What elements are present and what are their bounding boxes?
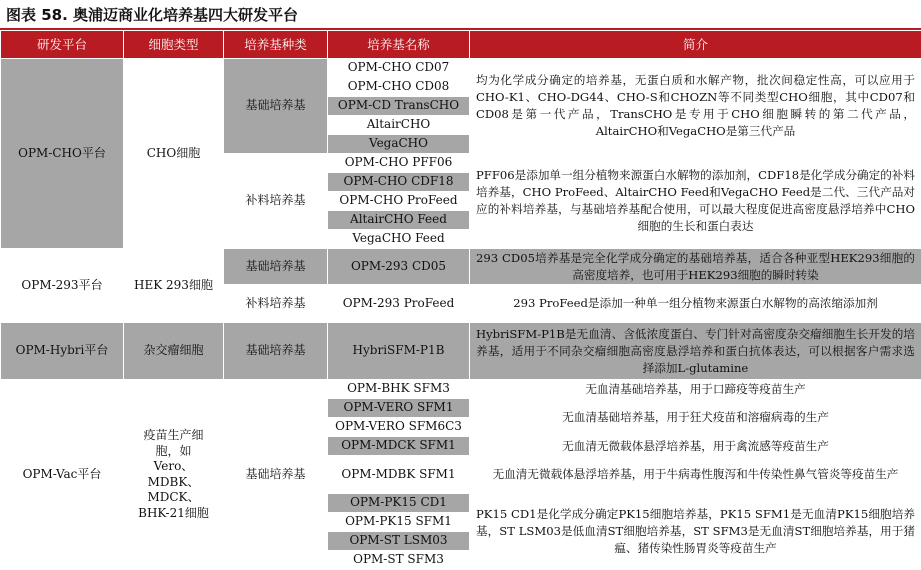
medium-name-cell: OPM-PK15 SFM1 [328, 513, 470, 532]
medium-name-cell: OPM-PK15 CD1 [328, 494, 470, 513]
medium-name-cell: OPM-VERO SFM1 [328, 399, 470, 418]
cell-type-cell: CHO细胞 [124, 59, 224, 249]
header-description: 简介 [470, 31, 921, 59]
medium-name-cell: OPM-CHO PFF06 [328, 154, 470, 173]
medium-type-cell: 基础培养基 [224, 323, 328, 380]
medium-name-cell: OPM-CHO CD08 [328, 78, 470, 97]
description-cell: 均为化学成分确定的培养基，无蛋白质和水解产物，批次间稳定性高，可以应用于CHO-K1、CHO-DG44、CHO-S和CHOZN等不同类型CHO细胞，其中CD07和CD08是第一代产品，TransCHO是专用于CHO细胞瞬转的第二代产品，AltairCHO和VegaCHO是第三代产品 [470, 59, 921, 154]
medium-name-cell: OPM-CHO CDF18 [328, 173, 470, 192]
medium-type-cell: 基础培养基 [224, 380, 328, 570]
description-cell: 无血清基础培养基，用于狂犬疫苗和溶瘤病毒的生产 [470, 399, 921, 437]
platform-cell: OPM-293平台 [1, 249, 124, 323]
medium-name-cell: OPM-CHO CD07 [328, 59, 470, 78]
medium-name-cell: OPM-ST SFM3 [328, 551, 470, 570]
medium-type-cell: 补料培养基 [224, 285, 328, 323]
medium-name-cell: HybriSFM-P1B [328, 323, 470, 380]
medium-name-cell: OPM-CD TransCHO [328, 97, 470, 116]
table-row [1, 249, 921, 285]
description-cell: PK15 CD1是化学成分确定PK15细胞培养基，PK15 SFM1是无血清PK15细胞培养基，ST LSM03是低血清ST细胞培养基，ST SFM3是无血清ST细胞培养基，用于猪瘟、猪传染性肠胃炎等疫苗生产 [470, 494, 921, 570]
medium-name-cell: OPM-BHK SFM3 [328, 380, 470, 399]
platform-table [0, 30, 921, 570]
platform-cell: OPM-Vac平台 [1, 380, 124, 570]
medium-name-cell: VegaCHO Feed [328, 230, 470, 249]
medium-name-cell: AltairCHO Feed [328, 211, 470, 230]
description-cell: 无血清无微载体悬浮培养基，用于牛病毒性腹泻和牛传染性鼻气管炎等疫苗生产 [470, 456, 921, 494]
medium-type-cell: 基础培养基 [224, 249, 328, 285]
medium-name-cell: OPM-MDBK SFM1 [328, 456, 470, 494]
medium-name-cell: OPM-ST LSM03 [328, 532, 470, 551]
header-medium-type: 培养基种类 [224, 31, 328, 59]
description-cell: 无血清基础培养基，用于口蹄疫等疫苗生产 [470, 380, 921, 399]
description-cell: 无血清无微载体悬浮培养基，用于禽流感等疫苗生产 [470, 437, 921, 456]
description-cell: 293 CD05培养基是完全化学成分确定的基础培养基，适合各种亚型HEK293细胞的高密度培养，也可用于HEK293细胞的瞬时转染 [470, 249, 921, 285]
medium-name-cell: VegaCHO [328, 135, 470, 154]
header-platform: 研发平台 [1, 31, 124, 59]
cell-type-cell: 疫苗生产细胞，如Vero、MDBK、MDCK、BHK-21细胞 [124, 380, 224, 570]
medium-name-cell: OPM-293 ProFeed [328, 285, 470, 323]
header-medium-name: 培养基名称 [328, 31, 470, 59]
cell-type-cell: HEK 293细胞 [124, 249, 224, 323]
header-cell-type: 细胞类型 [124, 31, 224, 59]
description-cell: HybriSFM-P1B是无血清、含低浓度蛋白、专门针对高密度杂交瘤细胞生长开发的培养基，适用于不同杂交瘤细胞高密度悬浮培养和蛋白抗体表达，可以根据客户需求选择添加L-glutamine [470, 323, 921, 380]
medium-name-cell: OPM-MDCK SFM1 [328, 437, 470, 456]
figure-title: 图表 58. 奥浦迈商业化培养基四大研发平台 [6, 4, 298, 26]
description-cell: PFF06是添加单一组分植物来源蛋白水解物的添加剂，CDF18是化学成分确定的补料培养基，CHO ProFeed、AltairCHO Feed和VegaCHO Feed是二代、三代产品对应的补料培养基，与基础培养基配合使用，可以最大程度促进高密度悬浮培养中CHO细胞的生长和蛋白表达 [470, 154, 921, 249]
medium-type-cell: 基础培养基 [224, 59, 328, 154]
table-row [1, 380, 921, 399]
medium-type-cell: 补料培养基 [224, 154, 328, 249]
medium-name-cell: OPM-293 CD05 [328, 249, 470, 285]
platform-cell: OPM-CHO平台 [1, 59, 124, 249]
table-row [1, 59, 921, 78]
medium-name-cell: OPM-CHO ProFeed [328, 192, 470, 211]
table-row [1, 323, 921, 380]
description-cell: 293 ProFeed是添加一种单一组分植物来源蛋白水解物的高浓缩添加剂 [470, 285, 921, 323]
cell-type-cell: 杂交瘤细胞 [124, 323, 224, 380]
medium-name-cell: AltairCHO [328, 116, 470, 135]
header-row [1, 31, 921, 59]
medium-name-cell: OPM-VERO SFM6C3 [328, 418, 470, 437]
platform-cell: OPM-Hybri平台 [1, 323, 124, 380]
